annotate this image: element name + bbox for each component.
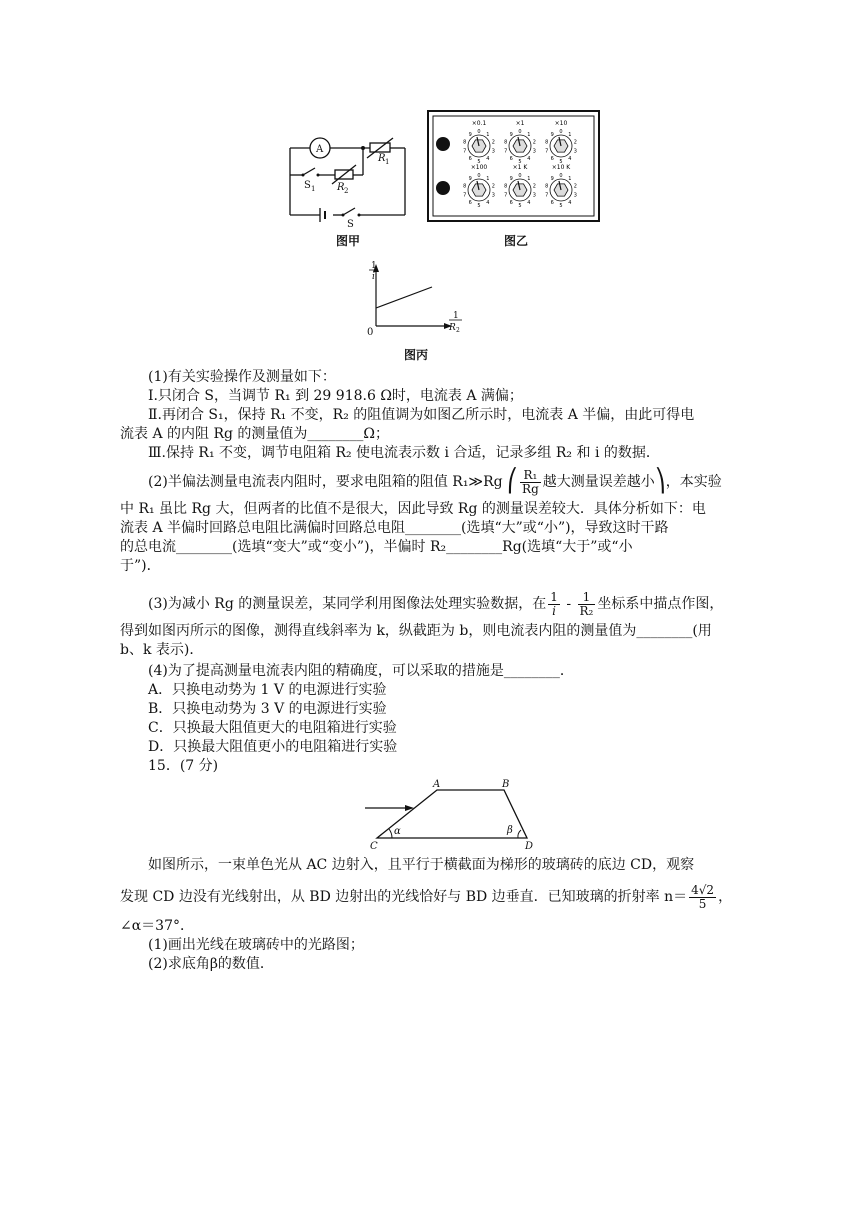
dial-digit: 1 [568,131,572,138]
dial-digit: 0 [477,129,481,135]
dial-digit: 2 [491,139,495,146]
q14-part2-pre: (2)半偏法测量电流表内阻时，要求电阻箱的阻值 R₁≫Rg [148,474,503,490]
q14-step2a: Ⅱ.再闭合 S₁，保持 R₁ 不变，R₂ 的阻值调为如图乙所示时，电流表 A 半偏，由此可得电 [148,407,695,423]
option-c: C．只换最大阻值更大的电阻箱进行实验 [148,720,397,736]
r1-sub: 1 [385,158,390,166]
q14-part2-line4: 的总电流________(选填“变大”或“变小”)，半偏时 R₂________Rg(选填“大于”或“小 [120,539,633,555]
dial-digit: 7 [463,148,467,155]
q14-part3-line2: 得到如图丙所示的图像，测得直线斜率为 k，纵截距为 b，则电流表内阻的测量值为________(用 [120,623,712,639]
q14-step1: Ⅰ.只闭合 S，当调节 R₁ 到 29 918.6 Ω时，电流表 A 满偏； [148,388,523,404]
q14-part3-line1 [120,586,745,622]
dial-digit: 5 [559,159,563,165]
dial-digit: 4 [486,156,490,163]
dial-digit: 0 [477,173,481,179]
dial-digit: 4 [568,156,572,163]
dial-digit: 2 [532,139,536,146]
dial-digit: 8 [504,139,508,146]
q15-header: 15．(7 分) [148,758,219,774]
dash: - [561,596,576,612]
angle-beta: β [507,825,513,836]
dial-digit: 6 [468,156,472,163]
frac-den: Rg [522,481,539,496]
q14-part3-line3: b、k 表示)． [120,642,204,658]
r1-label: R [378,153,386,164]
dial-digit: 8 [463,183,467,190]
dial-digit: 7 [463,192,467,199]
x-label-sub: 2 [456,327,460,334]
dial-digit: 1 [486,131,490,138]
dial-digit: 1 [527,175,531,182]
refractive-index-fraction [689,884,716,911]
dial-digit: 7 [545,192,549,199]
s-label: S [347,219,354,230]
terminal-top [436,137,450,151]
s1-label: S [304,180,311,191]
option-b: B．只换电动势为 3 V 的电源进行实验 [148,701,387,717]
q15-line3: ∠α＝37°． [120,918,194,934]
y-label-num: 1 [371,261,377,271]
q14-text [120,368,745,463]
dial-digit: 6 [550,156,554,163]
dial-digit: 2 [573,139,577,146]
q14-part1-title: (1)有关实验操作及测量如下： [148,369,336,385]
figure-yi-caption: 图乙 [504,234,529,248]
dial-digit: 4 [527,156,531,163]
dial-digit: 7 [504,148,508,155]
dial-digit: 5 [477,159,481,165]
q14-part2-brace-text: 越大测量误差越小 [542,474,655,490]
n-num: 4√2 [691,882,715,897]
q14-part3-post: 坐标系中描点作图， [597,596,724,612]
x-label-num: 1 [453,311,459,321]
dial-digit: 8 [545,139,549,146]
dial-digit: 3 [532,148,536,155]
dial-digit: 6 [468,200,472,207]
resistance-box [427,110,600,222]
q15-line5: (2)求底角β的数值． [148,956,274,972]
q15-line2-post: ， [718,889,733,905]
data-line [376,287,432,308]
option-d: D．只换最大阻值更小的电阻箱进行实验 [148,739,398,755]
dial-digit: 4 [527,200,531,207]
angle-alpha: α [394,826,401,837]
q14-part4-title: (4)为了提高测量电流表内阻的精确度，可以采取的措施是________． [148,663,574,679]
q15-line2-pre: 发现 CD 边没有光线射出，从 BD 边射出的光线恰好与 BD 边垂直．已知玻璃的折射率 n＝ [120,889,688,905]
vertex-a: A [433,779,441,790]
q14-part2 [120,464,745,576]
figure-bing-caption: 图丙 [404,348,429,362]
vertex-d: D [525,841,534,852]
dial-digit: 8 [504,183,508,190]
dial-multiplier-label: ×1 K [512,164,528,171]
y-label-den: i [372,272,375,282]
dial-digit: 0 [518,173,522,179]
circuit-diagram [285,128,410,230]
dial-multiplier-label: ×100 [470,164,488,171]
q15-line4: (1)画出光线在玻璃砖中的光路图； [148,937,364,953]
q14-part2-line2: 中 R₁ 虽比 Rg 大，但两者的比值不是很大，因此导致 Rg 的测量误差较大．具体分析如下：电 [120,501,706,517]
dial-digit: 6 [550,200,554,207]
option-a: A．只换电动势为 1 V 的电源进行实验 [148,682,387,698]
dial-digit: 0 [559,173,563,179]
q14-step3: Ⅲ.保持 R₁ 不变，调节电阻箱 R₂ 使电流表示数 i 合适，记录多组 R₂ 和 i 的数据． [148,445,660,461]
dial-digit: 5 [518,159,522,165]
frac-num: R₁ [520,469,541,483]
q14-step2b: 流表 A 的内阻 Rg 的测量值为________Ω； [120,426,390,442]
dial-digit: 3 [573,148,577,155]
dial-digit: 3 [532,192,536,199]
dial-digit: 0 [518,129,522,135]
r2-label: R [337,182,345,193]
dial-digit: 9 [509,131,513,138]
dial-digit: 1 [527,131,531,138]
one-over-r2-fraction [578,591,596,618]
dial-multiplier-label: ×10 [554,120,568,127]
dial-digit: 3 [573,192,577,199]
ammeter-label: A [316,144,324,155]
vertex-c: C [370,841,378,852]
q14-part3-pre: (3)为减小 Rg 的测量误差，某同学利用图像法处理实验数据，在 [148,596,547,612]
trapezoid-glass-brick [362,776,542,851]
dial-digit: 8 [545,183,549,190]
dial-digit: 7 [504,192,508,199]
n-den: 5 [698,896,707,911]
dial-digit: 8 [463,139,467,146]
dial-digit: 9 [550,175,554,182]
dial-digit: 9 [509,175,513,182]
origin-label: 0 [367,327,374,338]
figure-jia-caption: 图甲 [336,234,361,248]
dial-digit: 6 [509,156,513,163]
frac1-num: 1 [550,589,558,604]
s1-sub: 1 [311,185,316,193]
x-label-den: R [449,323,456,333]
frac2-den: R₂ [579,603,594,618]
dial-multiplier-label: ×1 [515,120,525,127]
one-over-i-fraction [548,591,560,618]
dial-digit: 5 [559,203,563,209]
dial-digit: 3 [491,148,495,155]
vertex-b: B [502,779,510,790]
dial-digit: 6 [509,200,513,207]
graph-1i-vs-1r2 [362,258,467,338]
dial-multiplier-label: ×10 K [551,164,571,171]
dial-digit: 5 [477,203,481,209]
dial-digit: 4 [486,200,490,207]
q14-part2-post: ，本实验 [665,474,722,490]
q14-part3 [120,586,745,660]
dial-digit: 9 [468,131,472,138]
q15-line2 [120,879,745,915]
r2-sub: 2 [344,187,349,195]
q15-line1: 如图所示，一束单色光从 AC 边射入，且平行于横截面为梯形的玻璃砖的底边 CD，观察 [148,857,695,873]
q14-part4 [120,662,745,776]
dial-digit: 5 [518,203,522,209]
dial-digit: 0 [559,129,563,135]
q14-part2-line3: 流表 A 半偏时回路总电阻比满偏时回路总电阻________(选填“大”或“小”)，导致这时干路 [120,520,669,536]
dial-multiplier-label: ×0.1 [471,120,487,127]
dial-digit: 2 [491,183,495,190]
r1-over-rg-fraction [520,469,541,496]
q15-text [120,856,745,974]
dial-digit: 7 [545,148,549,155]
dial-digit: 9 [468,175,472,182]
dial-digit: 2 [573,183,577,190]
dial-digit: 3 [491,192,495,199]
dial-digit: 2 [532,183,536,190]
dial-digit: 9 [550,131,554,138]
q14-part2-line1: (2)半偏法测量电流表内阻时，要求电阻箱的阻值 R₁≫Rg ⎛ $\frac{\text{R₁}}{Rg}$ 越大测量误差越小⎞，本实验 [148,467,722,496]
frac2-num: 1 [578,591,596,605]
dial-digit: 1 [486,175,490,182]
terminal-bottom [436,181,450,195]
dial-digit: 1 [568,175,572,182]
q14-part2-line5: 于”)． [120,558,161,574]
dial-digit: 4 [568,200,572,207]
frac1-den: i [552,603,556,618]
